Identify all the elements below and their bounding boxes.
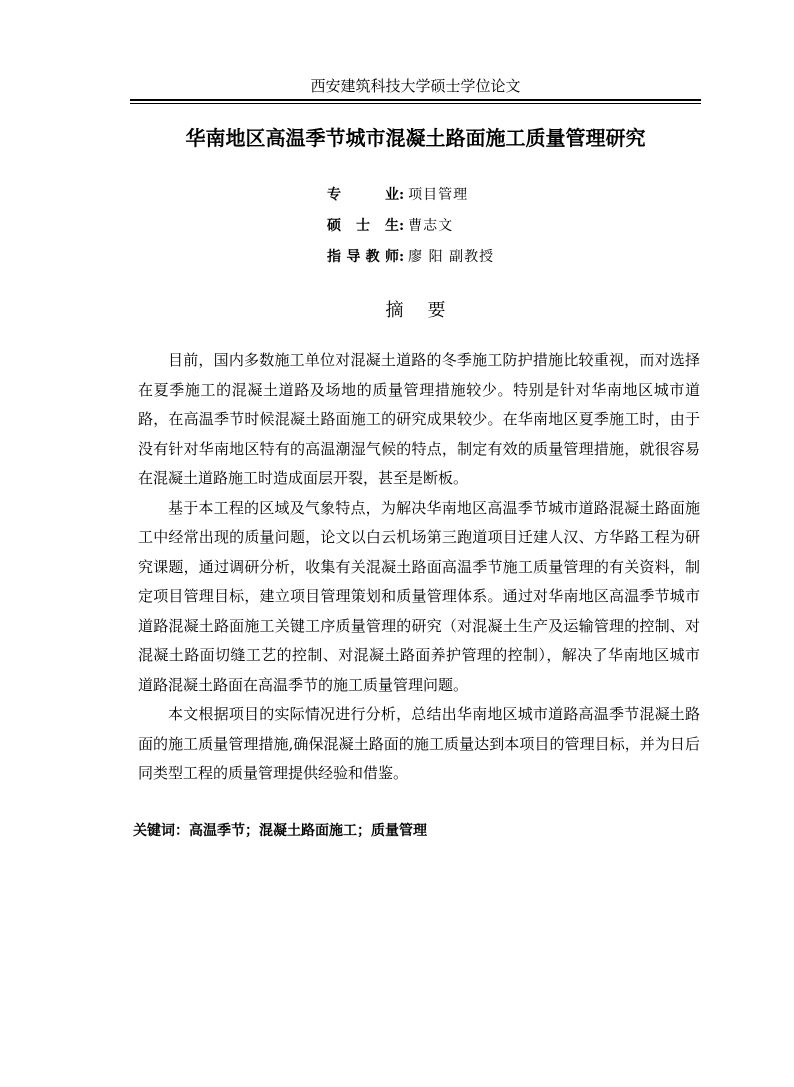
major-row bbox=[327, 180, 494, 211]
header-rule-thin bbox=[130, 103, 701, 104]
abstract-paragraph-3: 本文根据项目的实际情况进行分析，总结出华南地区城市道路高温季节混凝土路面的施工质量管理措施,确保混凝土路面的施工质量达到本项目的管理目标，并为日后同类型工程的质量管理提供经验和借鉴。 bbox=[138, 705, 700, 782]
advisor-colon: : bbox=[399, 249, 405, 265]
student-colon: : bbox=[399, 218, 405, 234]
keywords: 关键词：高温季节；混凝土路面施工；质量管理 bbox=[133, 823, 427, 839]
abstract-paragraph-1: 目前，国内多数施工单位对混凝土道路的冬季施工防护措施比较重视，而对选择在夏季施工的混凝土道路及场地的质量管理措施较少。特别是针对华南地区城市道路，在高温季节时候混凝土路面施工的研究成果较少。在华南地区夏季施工时，由于没有针对华南地区特有的高温潮湿气候的特点，制定有效的质量管理措施，就很容易在混凝土道路施工时造成面层开裂，甚至是断板。 bbox=[138, 351, 700, 487]
major-value: 项目管理 bbox=[408, 187, 469, 203]
advisor-row bbox=[327, 242, 494, 273]
running-header: 西安建筑科技大学硕士学位论文 bbox=[310, 77, 521, 95]
major-colon: : bbox=[399, 187, 405, 203]
advisor-value: 廖 阳 副教授 bbox=[408, 249, 495, 265]
header-rule-thick bbox=[130, 99, 701, 101]
abstract-paragraph-2: 基于本工程的区域及气象特点，为解决华南地区高温季节城市道路混凝土路面施工中经常出现的质量问题，论文以白云机场第三跑道项目迁建人汉、方华路工程为研究课题，通过调研分析，收集有关混凝土路面高温季节施工质量管理的有关资料，制定项目管理目标，建立项目管理策划和质量管理体系。通过对华南地区高温季节城市道路混凝土路面施工关键工序质量管理的研究（对混凝土生产及运输管理的控制、对混凝土路面切缝工艺的控制、对混凝土路面养护管理的控制），解决了华南地区城市道路混凝土路面在高温季节的施工质量管理问题。 bbox=[138, 498, 700, 694]
abstract-heading: 摘要 bbox=[385, 300, 470, 321]
major-label: 专 业 bbox=[327, 187, 399, 203]
advisor-label: 指导教师 bbox=[327, 249, 399, 265]
student-row bbox=[327, 211, 494, 242]
thesis-title: 华南地区高温季节城市混凝土路面施工质量管理研究 bbox=[185, 126, 646, 150]
author-info bbox=[327, 180, 494, 273]
student-value: 曹志文 bbox=[408, 218, 454, 234]
abstract-body bbox=[138, 346, 700, 789]
student-label: 硕 士 生 bbox=[327, 218, 399, 234]
